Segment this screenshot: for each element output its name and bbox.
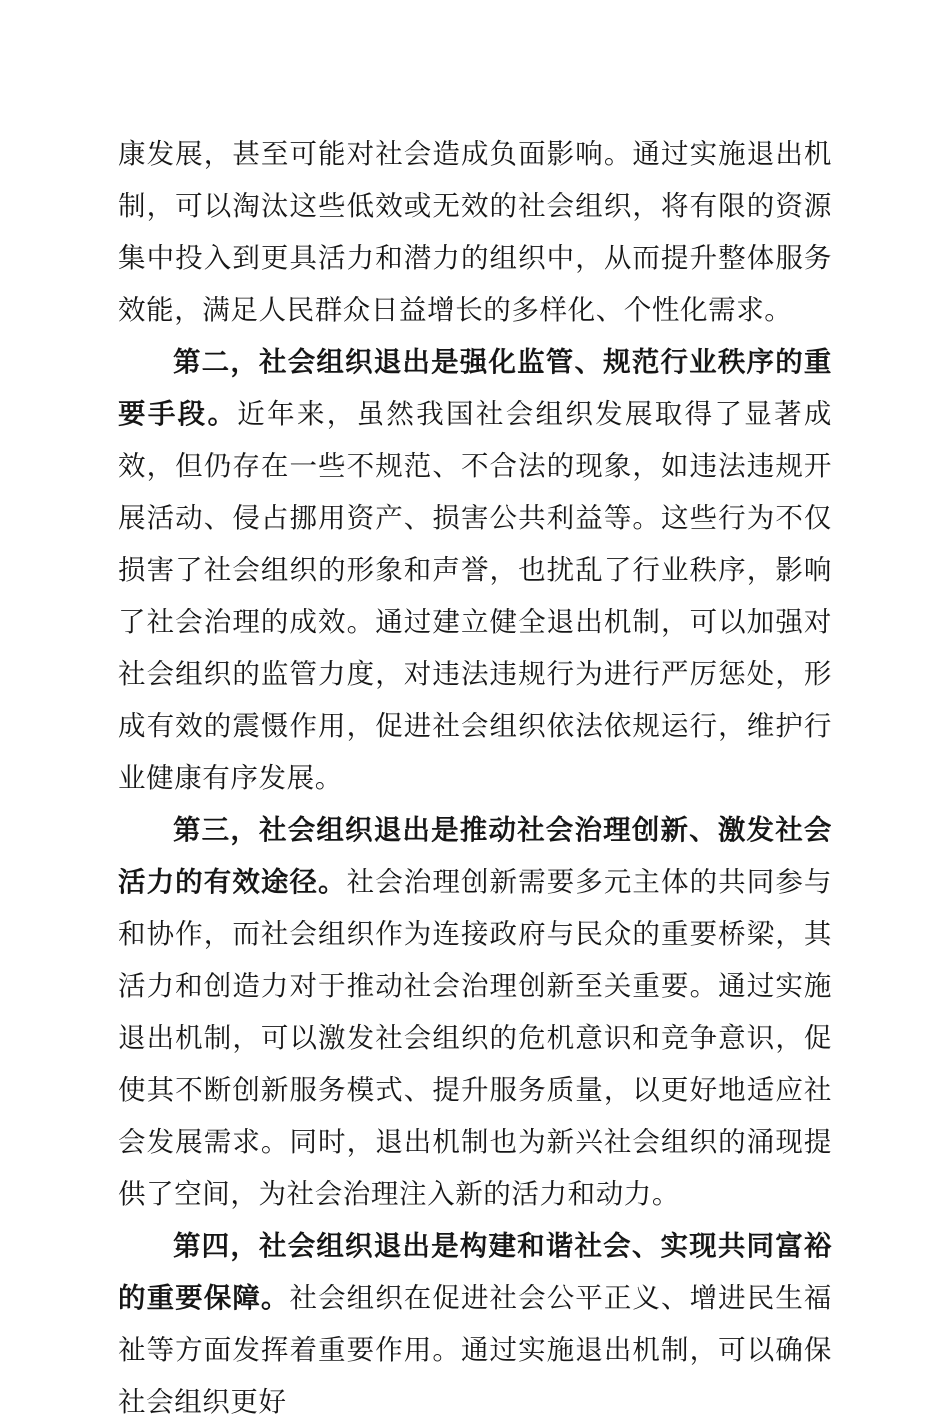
- paragraph-3-text: 社会治理创新需要多元主体的共同参与和协作，而社会组织作为连接政府与民众的重要桥梁，其活力和创造力对于推动社会治理创新至关重要。通过实施退出机制，可以激发社会组织的危机意识和竞争意识，促使其不断创新服务模式、提升服务质量，以更好地适应社会发展需求。同时，退出机制也为新兴社会组织的涌现提供了空间，为社会治理注入新的活力和动力。: [118, 866, 832, 1210]
- paragraph-4-text: 社会组织在促进社会公平正义、增进民生福祉等方面发挥着重要作用。通过实施退出机制，可以确保社会组织更好: [118, 1282, 832, 1418]
- paragraph-2-text: 近年来，虽然我国社会组织发展取得了显著成效，但仍存在一些不规范、不合法的现象，如违法违规开展活动、侵占挪用资产、损害公共利益等。这些行为不仅损害了社会组织的形象和声誉，也扰乱了行业秩序，影响了社会治理的成效。通过建立健全退出机制，可以加强对社会组织的监管力度，对违法违规行为进行严厉惩处，形成有效的震慑作用，促进社会组织依法依规运行，维护行业健康有序发展。: [118, 398, 833, 794]
- document-body: [118, 128, 832, 1428]
- paragraph-3: [118, 804, 832, 1220]
- paragraph-4-lead: 第四，社会组织退出是构建和谐社会、实现共同富裕的重要保障。: [118, 1230, 832, 1314]
- paragraph-4: [118, 1220, 832, 1428]
- paragraph-3-lead: 第三，社会组织退出是推动社会治理创新、激发社会活力的有效途径。: [118, 814, 832, 898]
- paragraph-1: [118, 128, 832, 336]
- paragraph-1-text: 康发展，甚至可能对社会造成负面影响。通过实施退出机制，可以淘汰这些低效或无效的社会组织，将有限的资源集中投入到更具活力和潜力的组织中，从而提升整体服务效能，满足人民群众日益增长的多样化、个性化需求。: [118, 138, 832, 326]
- paragraph-2-lead: 第二，社会组织退出是强化监管、规范行业秩序的重要手段。: [118, 346, 832, 430]
- paragraph-2: [118, 336, 832, 804]
